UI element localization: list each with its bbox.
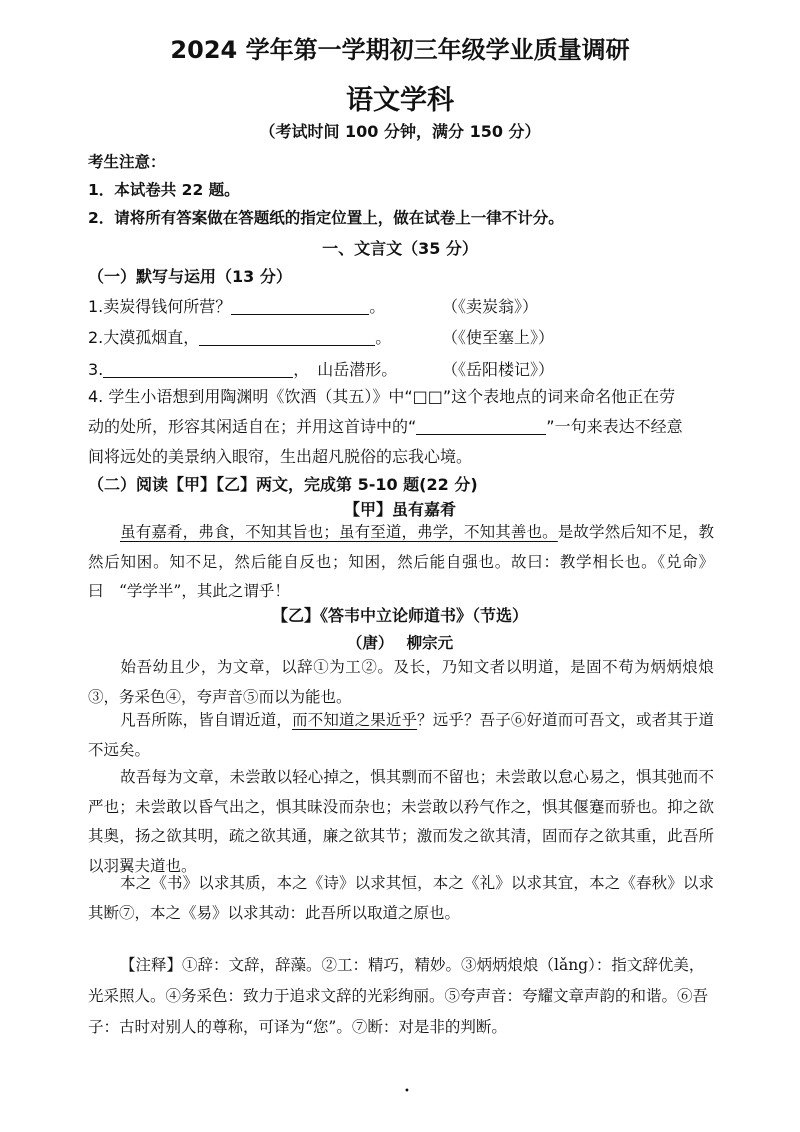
annotations-text: 【注释】①辞：文辞，辞藻。②工：精巧，精妙。③炳炳烺烺（lǎng）：指文辞优美，光采照人。④务采色：致力于追求文辞的光彩绚丽。⑤夸声音：夸耀文章声韵的和谐。⑥吾子：古时对别人的尊称，可译为“您”。⑦断：对是非的判断。 (88, 956, 709, 1036)
exam-info: （考试时间 100 分钟，满分 150 分） (259, 122, 541, 141)
question-1 (88, 294, 385, 317)
answer-blank (416, 418, 546, 435)
question-2-prefix: 2.大漠孤烟直， (88, 328, 200, 347)
question-2-suffix: 。 (375, 328, 392, 347)
part-title: （二）阅读【甲】【乙】两文，完成第 5-10 题(22 分) (88, 475, 478, 494)
passage-text: 本之《书》以求其质，本之《诗》以求其恒，本之《礼》以求其宜，本之《春秋》以求其断⑦，本之《易》以求其动：此吾所以取道之原也。 (88, 874, 714, 922)
answer-blank (231, 298, 369, 315)
passage-yi-paragraph-2 (88, 706, 714, 765)
page-mark: • (404, 1086, 410, 1097)
notice-item: 1．本试卷共 22 题。 (88, 181, 240, 199)
exam-title: 2024 学年第一学期初三年级学业质量调研 (170, 36, 630, 64)
question-3 (88, 357, 397, 380)
passage-text: 凡吾所陈，皆自谓近道， (120, 711, 293, 729)
question-3-source: （《岳阳楼记》） (442, 360, 555, 379)
passage-jia (88, 518, 714, 607)
question-1-prefix: 1.卖炭得钱何所营？ (88, 297, 232, 316)
question-3-prefix: 3. (88, 360, 104, 379)
question-4 (88, 382, 710, 472)
part-title: （一）默写与运用（13 分） (88, 267, 292, 286)
notice-heading: 考生注意： (88, 153, 166, 171)
passage-text: 始吾幼且少，为文章，以辞①为工②。及长，乃知文者以明道，是固不苟为炳炳烺烺③，务采色④，夸声音⑤而以为能也。 (88, 658, 714, 706)
passage-text: 故吾每为文章，未尝敢以轻心掉之，惧其剽而不留也；未尝敢以怠心易之，惧其弛而不严也；未尝敢以昏气出之，惧其昧没而杂也；未尝敢以矜气作之，惧其偃蹇而骄也。抑之欲其奥，扬之欲其明，疏之欲其通，廉之欲其节；激而发之欲其清，固而存之欲其重，此吾所以羽翼夫道也。 (88, 768, 714, 875)
question-4-text: 动的处所，形容其闲适自在；并用这首诗中的“ (88, 417, 417, 436)
section-title: 一、文言文（35 分） (322, 239, 478, 258)
question-4-line (88, 412, 710, 442)
notice-item: 2．请将所有答案做在答题纸的指定位置上，做在试卷上一律不计分。 (88, 209, 564, 227)
question-1-suffix: 。 (369, 297, 386, 316)
passage-text: ？远乎？吾子⑥好道而可吾文，或者其于道不远矣。 (88, 711, 714, 759)
question-2-source: （《使至塞上》） (442, 328, 555, 347)
passage-yi-paragraph-4 (88, 869, 714, 928)
underlined-sentence: 而不知道之果近乎 (292, 711, 418, 729)
answer-blank (103, 361, 293, 378)
passage-yi-paragraph-3 (88, 763, 714, 881)
annotations (88, 950, 714, 1043)
passage-yi-paragraph-1 (88, 653, 714, 712)
passage-jia-title: 【甲】虽有嘉肴 (343, 500, 456, 519)
passage-text: 是故学然后知不足，教然后知困。知不足，然后能自反也；知困，然后能自强也。故曰：教学相长也。《兑命》曰 “学学半”，其此之谓乎！ (88, 523, 714, 600)
question-4-line: 间将远处的美景纳入眼帘，生出超凡脱俗的忘我心境。 (88, 447, 473, 466)
question-1-source: （《卖炭翁》） (442, 297, 539, 316)
subject-title: 语文学科 (346, 85, 454, 116)
question-3-suffix: ， 山岳潜形。 (293, 360, 398, 379)
answer-blank (199, 329, 375, 346)
question-2 (88, 325, 391, 348)
passage-yi-author: （唐） 柳宗元 (346, 633, 454, 652)
underlined-sentence: 虽有嘉肴，弗食，不知其旨也；虽有至道，弗学，不知其善也。 (120, 523, 558, 541)
passage-yi-title: 【乙】《答韦中立论师道书》（节选） (271, 606, 528, 625)
question-4-line: 4. 学生小语想到用陶渊明《饮酒（其五）》中“□□”这个表地点的词来命名他正在劳 (88, 387, 676, 406)
question-4-text: ”一句来表达不经意 (546, 417, 683, 436)
